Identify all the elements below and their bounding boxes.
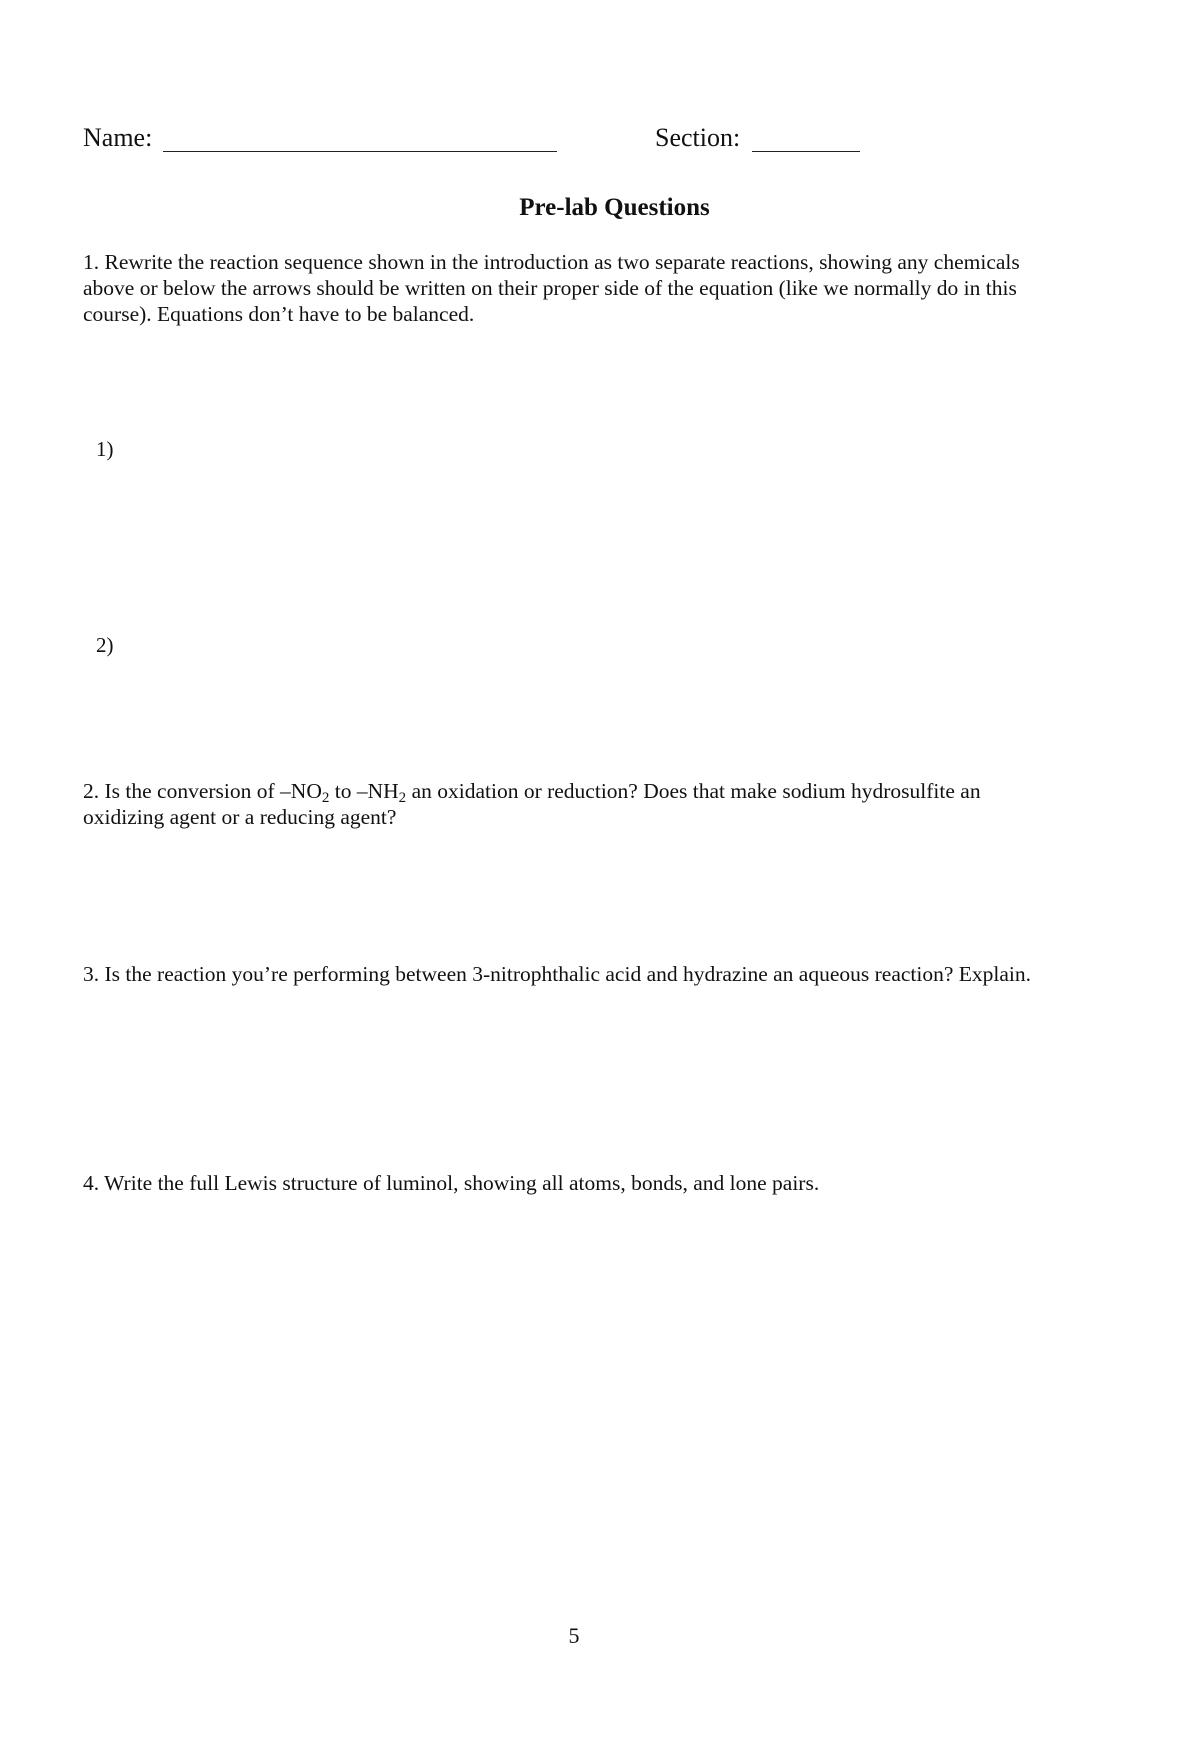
section-label: Section: [655,123,741,152]
name-blank-line [163,151,557,152]
question-1-text: Rewrite the reaction sequence shown in the introduction as two separate reactions, showing any chemicals above or below the arrows should be written on their proper side of the equation (like we normally do in this course). Equations don’t have to be balanced. [83,250,1020,326]
subscript-no2: 2 [321,789,330,806]
answer-label-1: 1) [96,437,114,461]
question-2-text-mid: to –NH [329,779,399,803]
question-2-text-after: an oxidation or reduction? Does that make sodium hydrosulfite an oxidizing agent or a reducing agent? [83,779,981,829]
question-1-number: 1. [83,250,100,274]
question-2-number: 2. [83,779,100,803]
question-4 [83,1170,1058,1196]
question-2-text-before: Is the conversion of –NO [104,779,322,803]
question-4-text: Write the full Lewis structure of luminol, showing all atoms, bonds, and lone pairs. [104,1171,820,1195]
question-3-text: Is the reaction you’re performing between 3-nitrophthalic acid and hydrazine an aqueous reaction? Explain. [104,962,1032,986]
question-2 [83,778,1058,830]
question-1 [83,249,1043,327]
page-number: 5 [568,1623,580,1648]
question-4-number: 4. [83,1171,100,1195]
question-3 [83,961,1058,987]
subscript-nh2: 2 [398,789,407,806]
section-blank-line [752,151,860,152]
page-title: Pre-lab Questions [519,194,710,221]
name-label: Name: [83,123,153,152]
question-3-number: 3. [83,962,100,986]
answer-label-2: 2) [96,633,114,657]
